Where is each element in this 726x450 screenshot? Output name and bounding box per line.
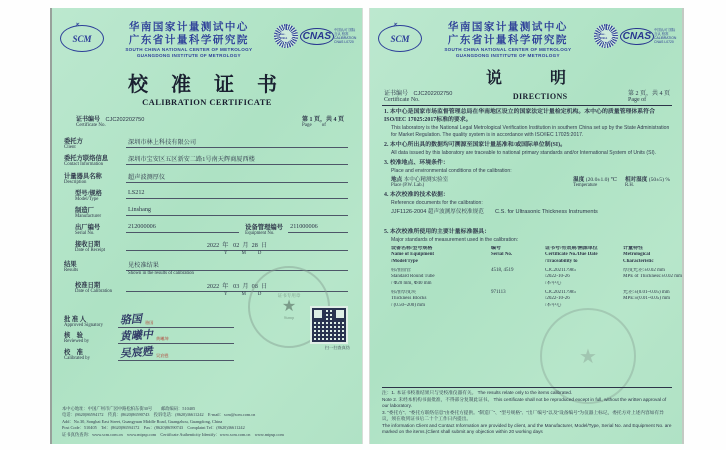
accreditation-logos <box>594 24 676 48</box>
row1-name-en: Standard Round Tube <box>391 274 435 280</box>
paragraph-3-en: Place and environmental conditions of the calibration: <box>391 167 512 174</box>
approved-name-stamp: 骆国 <box>145 319 154 325</box>
stamp-text-cn: 证书专用章 <box>277 293 301 299</box>
standards-table-row-1 <box>391 267 683 288</box>
page-number-block <box>302 114 344 128</box>
field-row-date-receipt <box>64 239 348 256</box>
certificate-number-row <box>52 107 362 128</box>
signature-row-reviewed <box>64 330 234 344</box>
humidity-label-cn: 相对湿度 <box>624 177 648 184</box>
scm-logo-icon <box>378 25 422 52</box>
certificate-title-en: CALIBRATION CERTIFICATE <box>142 97 272 108</box>
signature-row-calibrated <box>64 347 234 361</box>
row1-name-spec: / Φ20 mm, Φ40 mm <box>391 280 432 286</box>
ilac-mra-text: ilac-MRA <box>600 30 612 42</box>
approved-label-cn: 批 准 人 <box>64 315 87 323</box>
row2-name-spec: / (0.50~200) mm <box>391 302 425 308</box>
contact-value: 深圳市宝安区五区新安二路1号南天辉商厦西楼 <box>126 153 348 165</box>
embossed-seal-star-icon: ★ <box>579 345 597 368</box>
serial-value: 212000006 <box>126 222 239 233</box>
footer-line-contact-en: Post Code：510405 Tel：(8620)86594172 Fax：(8620)86590743 Complaint Tel：(8620)36611242 <box>62 425 245 431</box>
results-value: 见校准结果 <box>126 259 348 271</box>
receipt-date-label-cn: 接收日期 <box>75 241 101 249</box>
ilac-mra-logo-icon <box>274 24 298 48</box>
accreditation-logos <box>274 24 356 48</box>
calibrated-label-cn: 校 准 <box>64 348 83 356</box>
note-line-1: 注：1. 本证书校准结果只与受校准仪器有关。 The results relate only to the items calibrated. <box>382 389 573 395</box>
org-title-block <box>422 21 594 59</box>
paragraph-2 <box>384 142 670 157</box>
calibration-date-label-en: Date of Calibration <box>75 288 113 294</box>
field-row-contact <box>64 153 348 167</box>
org-title-block <box>104 21 274 59</box>
row1-trace: /本中心 <box>545 280 562 286</box>
paragraph-4-en: Reference documents for the calibration: <box>391 199 483 206</box>
paragraph-1-en: This laboratory is the National Legal Metrological Verification Institution in southern China set up by the State Administration for Market Regulation. The quality system is in accordance with ISO/IEC 17025:2017. <box>391 125 670 138</box>
equipment-no-value: 211000006 <box>288 222 348 233</box>
row1-due: /2022-10-26 <box>545 274 570 280</box>
row2-name-en: Thickness Blocks <box>391 296 427 302</box>
row2-cert: CJC202117985 <box>545 289 576 295</box>
calibrated-name-stamp: 吴宸甦 <box>156 352 169 358</box>
org-name-cn-2: 广东省计量科学研究院 <box>447 34 568 46</box>
cnas-logo-block <box>620 27 676 46</box>
row2-trace: /本中心 <box>545 302 562 308</box>
results-label-cn: 结果 <box>64 261 77 269</box>
description-label-cn: 计量器具名称 <box>64 172 102 180</box>
footer-line-address: 本中心地址：中国广州市广园中路松柏东街30号 邮政编码：510405 <box>62 405 196 411</box>
description-label-en: Description <box>64 179 87 185</box>
qr-caption: 扫一扫查真伪 <box>324 344 350 350</box>
directions-title-cn: 说 明 <box>485 70 582 88</box>
description-value: 超声波测厚仪 <box>126 171 348 183</box>
org-name-cn-2: 广东省计量科学研究院 <box>128 34 249 46</box>
footer-line-verify: 证书真伪查询：www.scm.com.cn www.mtpsp.com Certificate Authenticity Identify：www.scm.com.cn www.mtpsp.com <box>62 431 284 437</box>
certificate-fields <box>52 128 362 297</box>
calibration-date-ymd: Y M D <box>214 291 262 297</box>
header-divider <box>382 105 672 106</box>
results-label-en: Results <box>64 268 79 274</box>
field-row-description <box>64 171 348 185</box>
paragraph-3-cn: 3. 校准地点、环境条件： <box>384 159 449 166</box>
paragraph-2-cn: 2. 本中心所出具的数据均可溯源至国家计量基准和/或国际单位制(SI)。 <box>384 141 566 148</box>
manufacturer-label-cn: 制造厂 <box>75 206 94 214</box>
paragraph-5-cn: 5. 本次校准所使用的主要计量标准器具： <box>384 229 491 236</box>
col-char-en2: Characteristic <box>623 258 654 264</box>
certificate-no-label-en: Certificate No. <box>76 123 106 129</box>
page1-header <box>52 8 362 59</box>
page-number-block <box>628 88 670 103</box>
stamp-star-icon: ★ <box>281 298 297 316</box>
col-char-cn: 计量特性 <box>623 245 644 251</box>
receipt-date-label-en: Date of Receipt <box>75 248 106 254</box>
note-line-2: Note 2. 未经本机构书面批准，不得部分复制此证书。 This certificate shall not be reproduced except in full, without the written approval of our laboratory. <box>382 396 667 409</box>
manufacturer-label-en: Manufacturer <box>75 213 102 219</box>
reviewed-label-cn: 核 验 <box>64 332 83 340</box>
equipment-no-label-en: Equipment No. <box>245 231 275 237</box>
receipt-date-value: 2022 年 02 月 28 日 <box>126 239 348 251</box>
reviewed-label-en: Reviewed by <box>64 339 90 345</box>
cnas-logo-icon: CNAS <box>300 27 334 46</box>
ilac-mra-text: ilac-MRA <box>280 30 292 42</box>
serial-label-cn: 出厂编号 <box>75 224 101 232</box>
model-value: LS212 <box>126 188 348 199</box>
client-label-en: Client <box>64 145 76 151</box>
standards-table-row-2 <box>391 290 670 310</box>
page-number-en: Page of <box>627 97 647 104</box>
directions-body <box>370 109 682 309</box>
certificate-no-value: CJC202202750 <box>105 117 145 124</box>
paragraph-4 <box>384 192 670 216</box>
footer-line-address-en: Add：No.30, Songbai East Street, Guangyuan Middle Road, Guangzhou, Guangdong, China <box>62 418 223 424</box>
col-serial-en1: Serial No. <box>491 252 513 258</box>
field-row-manufacturer <box>64 205 348 219</box>
scm-logo-text: ✕ SCM <box>72 33 92 44</box>
temperature-label-cn: 温度 <box>573 177 585 184</box>
paragraph-1-cn: 1. 本中心是国家市场监督管理总局在华南地区设立的国家法定计量检定机构。本中心的质量管理体系符合ISO/IEC 17025:2017标准的要求。 <box>384 109 655 124</box>
directions-header-row <box>370 88 682 105</box>
certificate-no-label-cn: 证书编号 <box>76 117 101 124</box>
paragraph-5-en: Major standards of measurement used in the calibration: <box>391 237 519 244</box>
standards-table <box>391 245 683 310</box>
humidity-label-en: R.H. <box>624 183 635 189</box>
row1-char-en: MPE of Thickness:±0.02 mm <box>623 274 683 280</box>
client-value: 深圳市林上科技有限公司 <box>126 136 348 148</box>
reviewed-signature: 黄曦中 <box>119 329 154 344</box>
scm-logo-icon <box>60 25 104 52</box>
org-name-en-1: SOUTH CHINA NATIONAL CENTER OF METROLOGY <box>444 47 572 53</box>
scm-logo-text: ✕ SCM <box>390 33 410 44</box>
equipment-no-label-cn: 设备管理编号 <box>245 224 283 232</box>
cnas-logo-icon: CNAS <box>620 27 654 46</box>
manufacturer-value: Linshang <box>126 205 348 216</box>
model-label-cn: 型号/规格 <box>75 189 102 197</box>
org-name-cn-1: 华南国家计量测试中心 <box>128 22 249 33</box>
temperature-label-en: Temperature <box>573 183 598 189</box>
reference-document: JJF1126-2004 超声波测厚仪校准规范 C.S. for Ultrasonic Thickness Instruments <box>391 209 598 216</box>
col-cert-en1: Certificate No./Due Date <box>545 252 598 258</box>
qr-code <box>312 308 346 342</box>
org-name-en-2: GUANGDONG INSTITUTE OF METROLOGY <box>136 53 241 59</box>
col-cert-en2: /Traceability to <box>545 258 578 264</box>
place-label-cn: 地点 <box>391 177 403 184</box>
contact-label-cn: 委托方联络信息 <box>64 155 109 163</box>
paragraph-1 <box>384 109 670 138</box>
row2-due: /2022-10-26 <box>545 296 570 302</box>
org-name-cn-1: 华南国家计量测试中心 <box>447 22 568 33</box>
paragraph-2-en: All data issued by this laboratory are traceable to national primary standards and/or International System of Units (SI). <box>391 149 657 156</box>
col-equipment-en1: Name of Equipment <box>391 252 435 258</box>
temperature-value: (20.0±1.0) ℃ <box>585 177 617 184</box>
humidity-value: (50±5) % <box>648 177 670 184</box>
row2-name-cn: 标准厚度块 <box>391 289 417 295</box>
certificate-number-block <box>384 88 452 103</box>
page2-header <box>370 8 682 59</box>
col-char-en1: Metrological <box>623 252 651 258</box>
certificate-title-cn: 校 准 证 书 <box>128 74 286 97</box>
row2-char-en: MPE:±(0.01~0.05) mm <box>623 296 670 302</box>
col-cert-cn: 证书号/有效期/溯源单位 <box>545 245 598 251</box>
certificate-no-label-en: Certificate No. <box>384 97 420 104</box>
page-number-cn: 第 2 页，共 4 页 <box>627 91 670 98</box>
approved-signature: 骆国 <box>119 313 143 327</box>
directions-title-en: DIRECTIONS <box>512 92 568 102</box>
contact-label-en: Contact Information <box>64 162 104 168</box>
field-row-model <box>64 188 348 202</box>
results-value-en: Shown in the results of calibration <box>128 271 194 277</box>
org-name-en-1: SOUTH CHINA NATIONAL CENTER OF METROLOGY <box>125 47 253 53</box>
page2-notes <box>382 387 672 436</box>
row1-serial: 4518, 4519 <box>491 267 514 273</box>
paragraph-5 <box>384 229 683 309</box>
col-equipment-cn: 设备名称/型号规格 <box>391 245 433 251</box>
calibration-date-value: 2022 年 03 月 08 日 <box>126 280 348 292</box>
certificate-page-1 <box>52 8 362 444</box>
standards-table-header <box>391 246 670 266</box>
footer-line-phone: 电话：(8620)86594172 传真：(8620)86590743 投诉电话：(8620)36611242 E-mail：scm@scm.com.cn <box>62 412 256 418</box>
col-equipment-en2: /Model/Type <box>391 258 418 264</box>
cnas-side-text: 中国认可 国际互认 校准 CALIBRATION CNAS L0720 <box>334 27 357 45</box>
page-number-cn: 第 1 页，共 4 页 <box>301 117 344 124</box>
environment-row <box>384 175 670 188</box>
note-line-4: The information Client and Contact Information are provided by client, and the Manufacturer, Model/Type, Serial No. and Equipment No. are marked on the items.(Client shall submit any objection within 20 working days <box>382 422 672 435</box>
calibrated-label-en: Calibrated by <box>64 355 90 361</box>
client-label-cn: 委托方 <box>64 138 83 146</box>
paragraph-4-cn: 4. 本次校准的技术依据： <box>384 191 449 198</box>
field-row-serial <box>64 222 348 236</box>
reviewed-name-stamp: 黄曦坤 <box>156 336 169 342</box>
model-label-en: Model/Type <box>75 196 99 202</box>
field-row-client <box>64 136 348 150</box>
certificate-page-2 <box>370 8 682 444</box>
certificate-no-label-cn: 证书编号 <box>384 91 409 98</box>
signature-row-approved <box>64 314 234 328</box>
cnas-side-text: 中国认可 国际互认 校准 CALIBRATION CNAS L0720 <box>654 27 677 45</box>
row2-char-cn: 允差:±(0.01~0.05) mm <box>623 289 670 295</box>
row2-serial: 971113 <box>491 289 506 295</box>
place-value-en: (P.W. Lab.) <box>402 183 425 189</box>
certificate-number-block <box>76 114 144 128</box>
row1-char-cn: 厚度允差:±0.02 mm <box>623 267 665 273</box>
place-value: 本中心精测实验室 <box>403 177 449 184</box>
org-name-en-2: GUANGDONG INSTITUTE OF METROLOGY <box>455 53 560 59</box>
cnas-logo-block <box>300 27 356 46</box>
place-label-en: Place <box>391 183 402 189</box>
approved-label-en: Approved Signatory <box>64 322 104 328</box>
ilac-mra-logo-icon <box>594 24 618 48</box>
serial-label-en: Serial No. <box>75 231 95 237</box>
calibrated-signature: 吴宸甦 <box>119 345 154 361</box>
note-line-3: 3. “委托方”、“委托方联络信息”由委托方提供。“制造厂”、“型号规格”、“出厂编号”以及“设备编号”为仪器上标记，委托方对上述内容如有异议，须在收到证书后二十个工作日内提出。 <box>382 409 664 422</box>
page-number-en: Page of <box>301 123 326 129</box>
row1-cert: CJC202117985 <box>545 267 576 273</box>
calibration-date-label-cn: 校准日期 <box>75 281 101 289</box>
certificate-no-value: CJC202202750 <box>413 91 453 98</box>
row1-name-cn: 标准圆管 <box>391 267 412 273</box>
page1-footer <box>62 406 354 438</box>
stamp-text-en: Stamp <box>283 315 295 321</box>
col-serial-cn: 编号 <box>491 245 502 251</box>
paragraph-3 <box>384 160 670 189</box>
receipt-date-ymd: Y M D <box>214 251 262 257</box>
